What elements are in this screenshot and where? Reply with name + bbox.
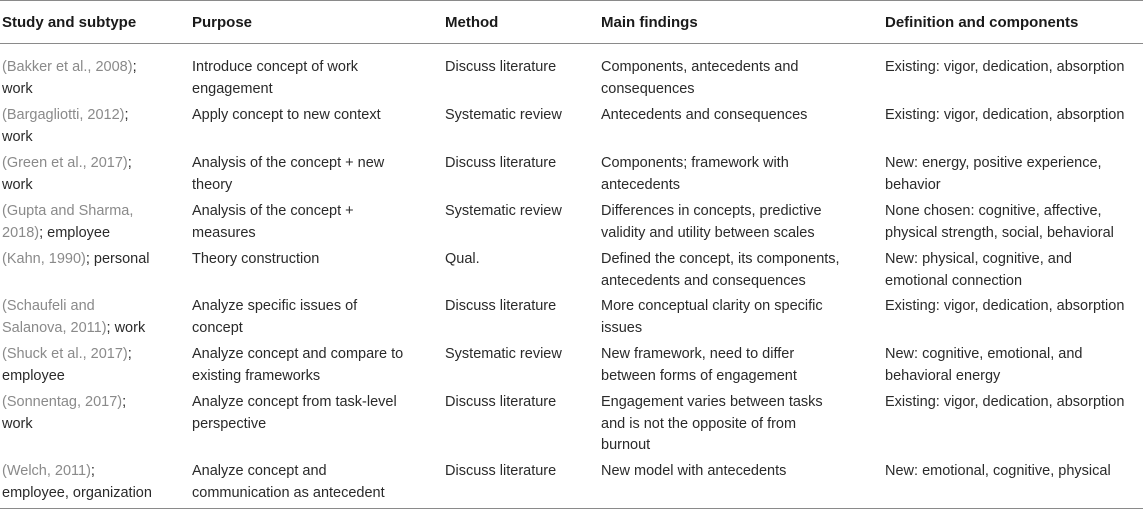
cell-line: (Shuck et al., 2017);: [2, 346, 132, 362]
cell-line: Analysis of the concept + new: [192, 155, 385, 171]
cell-line: Discuss literature: [445, 298, 557, 314]
cell-method: [445, 249, 480, 271]
cell-line: antecedents: [601, 176, 681, 193]
cell-line: communication as antecedent: [192, 484, 385, 501]
cell-study: [2, 201, 133, 244]
cell-method: [445, 296, 556, 318]
cell-findings: [601, 57, 799, 100]
cell-line: (Sonnentag, 2017);: [2, 394, 127, 410]
cell-line: Components, antecedents and: [601, 59, 799, 75]
cell-line: [2, 296, 145, 318]
cell-line: 2018); employee: [2, 224, 111, 241]
cell-line: existing frameworks: [192, 367, 321, 384]
citation: (Shuck et al., 2017): [2, 346, 128, 362]
cell-line: Salanova, 2011); work: [2, 319, 146, 336]
cell-line: behavior: [885, 176, 941, 193]
cell-line: Apply concept to new context: [192, 107, 381, 123]
cell-line: New framework, need to differ: [601, 346, 795, 362]
cell-line: (Bargagliotti, 2012);: [2, 107, 129, 123]
cell-line: Engagement varies between tasks: [601, 394, 823, 410]
cell-findings: [601, 153, 789, 196]
cell-purpose: [192, 153, 384, 196]
header-method: Method: [445, 14, 499, 31]
citation: (Bakker et al., 2008): [2, 59, 133, 75]
cell-line: (Welch, 2011);: [2, 463, 95, 479]
cell-line: (Green et al., 2017);: [2, 155, 132, 171]
cell-definition: [885, 392, 1124, 414]
cell-line: Existing: vigor, dedication, absorption: [885, 298, 1125, 314]
cell-purpose: [192, 344, 403, 387]
cell-line: Theory construction: [192, 251, 320, 267]
cell-method: [445, 201, 562, 223]
cell-line: Analyze concept from task-level: [192, 394, 397, 410]
cell-line: Existing: vigor, dedication, absorption: [885, 107, 1125, 123]
citation: (Welch, 2011): [2, 463, 91, 479]
cell-line: Introduce concept of work: [192, 59, 359, 75]
cell-study: [2, 153, 132, 196]
cell-line: New: physical, cognitive, and: [885, 251, 1072, 267]
cell-definition: [885, 461, 1111, 483]
cell-line: and is not the opposite of from: [601, 415, 797, 432]
cell-line: validity and utility between scales: [601, 224, 815, 241]
cell-line: None chosen: cognitive, affective,: [885, 203, 1102, 219]
citation: (Schaufeli and: [2, 298, 95, 314]
citation: (Gupta and Sharma,: [2, 203, 134, 219]
cell-study: [2, 461, 152, 504]
cell-line: Analyze concept and: [192, 463, 327, 479]
cell-definition: [885, 344, 1082, 387]
cell-line: work: [2, 128, 33, 145]
cell-study: [2, 392, 126, 435]
cell-findings: [601, 201, 822, 244]
cell-findings: [601, 296, 823, 339]
cell-line: Discuss literature: [445, 463, 557, 479]
citation: (Green et al., 2017): [2, 155, 128, 171]
cell-method: [445, 57, 556, 79]
cell-study: [2, 57, 137, 100]
cell-findings: [601, 344, 797, 387]
cell-purpose: [192, 57, 358, 100]
cell-line: work: [2, 176, 33, 193]
cell-line: Analysis of the concept +: [192, 203, 354, 219]
cell-line: Qual.: [445, 251, 480, 267]
cell-line: engagement: [192, 80, 273, 97]
cell-purpose: [192, 249, 319, 271]
cell-line: Existing: vigor, dedication, absorption: [885, 394, 1125, 410]
cell-line: employee, organization: [2, 484, 152, 501]
cell-method: [445, 392, 556, 414]
cell-line: [2, 201, 133, 223]
cell-line: Discuss literature: [445, 59, 557, 75]
cell-line: New: emotional, cognitive, physical: [885, 463, 1111, 479]
cell-line: work: [2, 80, 33, 97]
cell-line: Components; framework with: [601, 155, 789, 171]
cell-line: (Bakker et al., 2008);: [2, 59, 137, 75]
cell-line: issues: [601, 319, 643, 336]
cell-line: Defined the concept, its components,: [601, 251, 840, 267]
cell-purpose: [192, 105, 381, 127]
cell-line: behavioral energy: [885, 367, 1001, 384]
cell-line: antecedents and consequences: [601, 272, 806, 289]
cell-line: theory: [192, 176, 233, 193]
cell-line: measures: [192, 224, 256, 241]
cell-line: (Kahn, 1990); personal: [2, 251, 150, 267]
cell-line: physical strength, social, behavioral: [885, 224, 1114, 241]
cell-study: [2, 344, 132, 387]
cell-line: Antecedents and consequences: [601, 107, 808, 123]
cell-line: Discuss literature: [445, 394, 557, 410]
header-purpose: Purpose: [192, 14, 253, 31]
cell-line: perspective: [192, 415, 267, 432]
header-findings: Main findings: [601, 14, 698, 31]
cell-purpose: [192, 461, 385, 504]
cell-line: burnout: [601, 437, 651, 453]
cell-method: [445, 153, 556, 175]
cell-definition: [885, 296, 1124, 318]
table-header: [0, 0, 1143, 44]
cell-findings: [601, 392, 823, 457]
header-study: Study and subtype: [2, 14, 137, 31]
cell-line: concept: [192, 319, 243, 336]
cell-line: consequences: [601, 80, 695, 97]
cell-line: between forms of engagement: [601, 367, 797, 384]
cell-line: Discuss literature: [445, 155, 557, 171]
citation: (Bargagliotti, 2012): [2, 107, 125, 123]
cell-purpose: [192, 296, 357, 339]
cell-line: More conceptual clarity on specific: [601, 298, 823, 314]
cell-line: work: [2, 415, 33, 432]
cell-line: New model with antecedents: [601, 463, 787, 479]
header-definition: Definition and components: [885, 14, 1079, 31]
cell-findings: [601, 105, 807, 127]
cell-definition: [885, 153, 1102, 196]
cell-line: Systematic review: [445, 107, 562, 123]
cell-line: Systematic review: [445, 346, 562, 362]
citation: (Sonnentag, 2017): [2, 394, 123, 410]
cell-findings: [601, 461, 786, 483]
cell-purpose: [192, 392, 397, 435]
citation: 2018): [2, 224, 40, 241]
cell-purpose: [192, 201, 354, 244]
cell-line: New: cognitive, emotional, and: [885, 346, 1083, 362]
cell-method: [445, 461, 556, 483]
cell-line: emotional connection: [885, 272, 1023, 289]
cell-study: [2, 296, 145, 339]
cell-study: [2, 105, 129, 148]
cell-line: employee: [2, 367, 65, 384]
citation: (Kahn, 1990): [2, 251, 86, 267]
cell-findings: [601, 249, 840, 292]
cell-line: Analyze specific issues of: [192, 298, 358, 314]
cell-line: Systematic review: [445, 203, 562, 219]
cell-definition: [885, 249, 1072, 292]
cell-definition: [885, 105, 1124, 127]
cell-definition: [885, 201, 1114, 244]
cell-line: Analyze concept and compare to: [192, 346, 404, 362]
cell-line: Differences in concepts, predictive: [601, 203, 822, 219]
cell-line: New: energy, positive experience,: [885, 155, 1102, 171]
citation: Salanova, 2011): [2, 319, 107, 336]
cell-method: [445, 344, 562, 366]
cell-line: Existing: vigor, dedication, absorption: [885, 59, 1125, 75]
cell-study: [2, 249, 150, 271]
bottom-rule: [0, 508, 1143, 509]
cell-definition: [885, 57, 1124, 79]
cell-method: [445, 105, 562, 127]
